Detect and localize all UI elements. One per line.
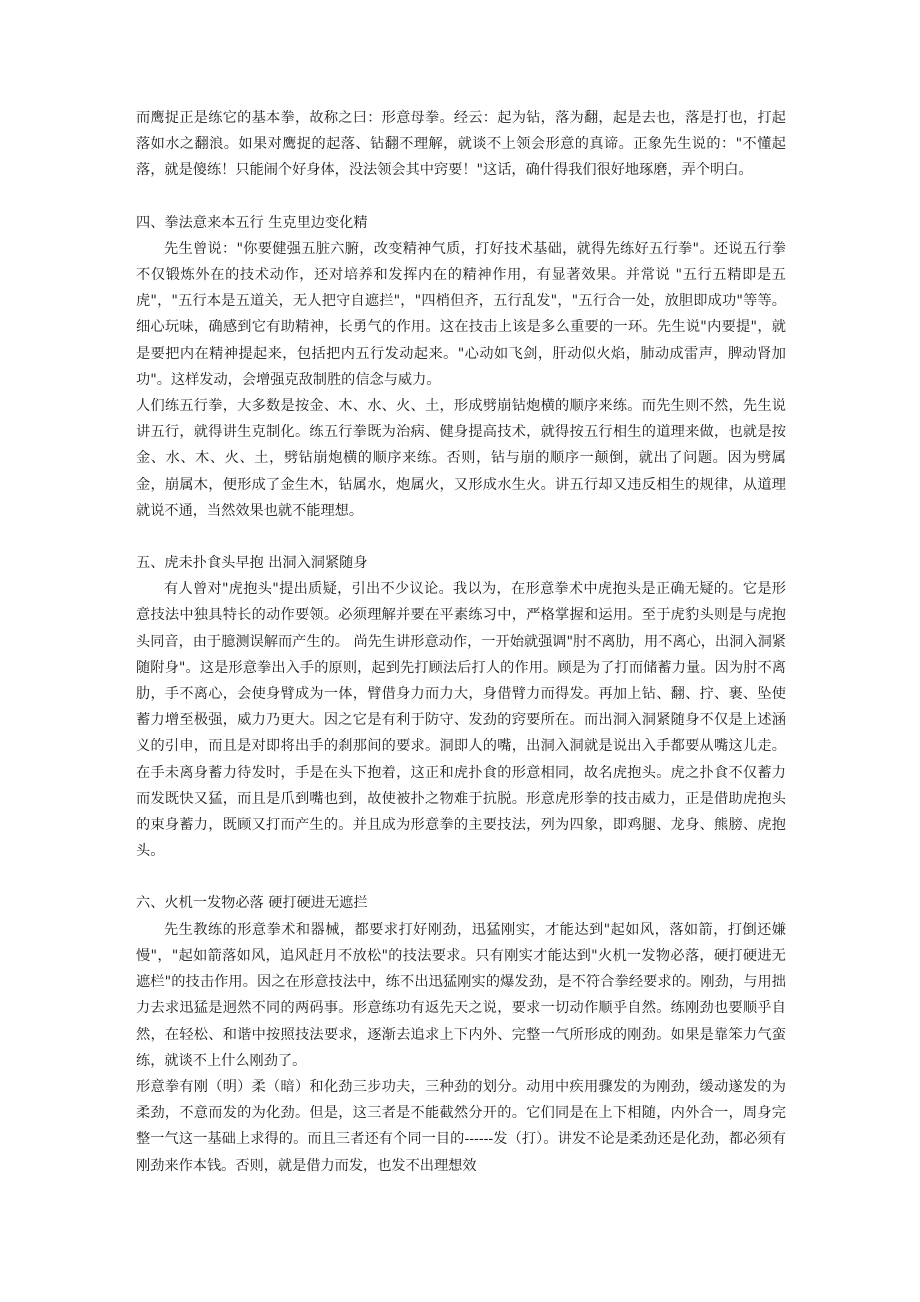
section-6-paragraph-1: 先生教练的形意拳术和器械，都要求打好刚劲，迅猛刚实，才能达到"起如风，落如箭，打倒还嫌慢"，"起如箭落如风，追风赶月不放松"的技法要求。只有刚实才能达到"火机一发物必落，硬打硬进无遮栏"的技击作用。因之在形意技法中，练不出迅猛刚实的爆发劲，是不符合拳经要求的。刚劲，与用拙力去求迅猛是迥然不同的两码事。形意练功有返先天之说，要求一切动作顺乎自然。练刚劲也要顺乎自然，在轻松、和谐中按照技法要求，逐渐去追求上下内外、完整一气所形成的刚劲。如果是靠笨力气蛮练，就谈不上什么刚劲了。 — [136, 921, 786, 1069]
section-gap — [136, 864, 786, 890]
section-4-paragraph-2: 人们练五行拳，大多数是按金、木、水、火、土，形成劈崩钻炮横的顺序来练。而先生则不然，先生说讲五行，就得讲生克制化。练五行拳既为治病、健身提高技术，就得按五行相生的道理来做，也就是按金、水、木、火、土，劈钻崩炮横的顺序来练。否则，钻与崩的顺序一颠倒，就出了问题。因为劈属金，崩属木，便形成了金生木，钻属水，炮属火，又形成水生火。讲五行却又违反相生的规律，从道理就说不通，当然效果也就不能理想。 — [136, 398, 786, 519]
section-gap — [136, 184, 786, 210]
section-4-paragraph-1: 先生曾说："你要健强五脏六腑，改变精神气质，打好技术基础，就得先练好五行拳"。还说五行拳不仅锻炼外在的技术动作，还对培养和发挥内在的精神作用，有显著效果。并常说 "五行五精即是五虎"，"五行本是五道关，无人把守自遮拦"，"四梢但齐，五行乱发"，"五行合一处，放胆即成功"等等。细心玩味，确感到它有助精神，长勇气的作用。这在技击上该是多么重要的一环。先生说"内要提"，就是要把内在精神提起来，包括把内五行发动起来。"心动如飞剑，肝动似火焰，肺动成雷声，脾动肾加功"。这样发动，会增强克敌制胜的信念与威力。 — [136, 240, 786, 388]
document-page — [136, 105, 786, 1179]
intro-paragraph: 而鹰捉正是练它的基本拳，故称之曰：形意母拳。经云：起为钻，落为翻，起是去也，落是打也，打起落如水之翻浪。如果对鹰捉的起落、钻翻不理解，就谈不上领会形意的真谛。正象先生说的："不懂起落，就是傻练！只能闹个好身体，没法领会其中窍要！"这话，确什得我们很好地琢磨，弄个明白。 — [136, 110, 786, 179]
section-5-heading: 五、虎未扑食头早抱 出洞入洞紧随身 — [136, 555, 368, 572]
section-6-paragraph-2: 形意拳有刚（明）柔（暗）和化劲三步功夫，三种劲的划分。动用中疾用骤发的为刚劲，缓动遂发的为柔劲，不意而发的为化劲。但是，这三者是不能截然分开的。它们同是在上下相随，内外合一，周身完整一气这一基础上求得的。而且三者还有个同一目的------发（打）。讲发不论是柔劲还是化劲，都必须有刚劲来作本钱。否则，就是借力而发，也发不出理想效 — [136, 1078, 786, 1174]
section-5-paragraph-1: 有人曾对"虎抱头"提出质疑，引出不少议论。我以为，在形意拳术中虎抱头是正确无疑的。它是形意技法中独具特长的动作要领。必须理解并要在平素练习中，严格掌握和运用。至于虎豹头则是与虎抱头同音，由于臆测误解而产生的。 尚先生讲形意动作，一开始就强调"肘不离肋，用不离心，出洞入洞紧随附身"。这是形意拳出入手的原则，起到先打顾法后打人的作用。顾是为了打而储蓄力量。因为肘不离肋，手不离心，会使身臂成为一体，臂借身力而力大，身借臂力而得发。再加上钻、翻、拧、裹、坠使蓄力增至极强，威力乃更大。因之它是有利于防守、发劲的窍要所在。而出洞入洞紧随身不仅是上述涵义的引申，而且是对即将出手的刹那间的要求。洞即人的嘴，出洞入洞就是说出入手都要从嘴这儿走。在手未离身蓄力待发时，手是在头下抱着，这正和虎扑食的形意相同，故名虎抱头。虎之扑食不仅蓄力而发既快又猛，而且是爪到嘴也到，故使被扑之物难于抗脱。形意虎形拳的技击威力，正是借助虎抱头的束身蓄力，既顾又打而产生的。并且成为形意拳的主要技法，列为四象，即鸡腿、龙身、熊膀、虎抱头。 — [136, 581, 786, 860]
section-gap — [136, 524, 786, 550]
section-6-heading: 六、火机一发物必落 硬打硬进无遮拦 — [136, 895, 368, 912]
section-4-heading: 四、拳法意来本五行 生克里边变化精 — [136, 214, 368, 231]
